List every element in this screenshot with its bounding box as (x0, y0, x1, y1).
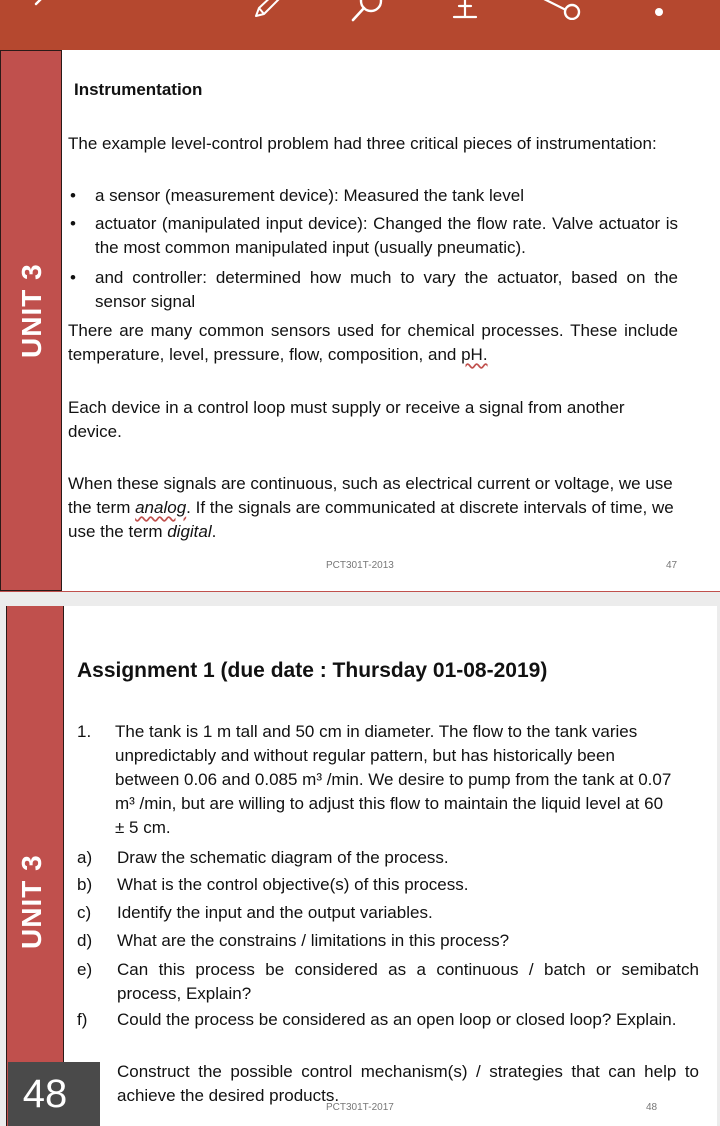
signals-text-a: When these signals are continuous, such as electrical current or voltage, we use the term (68, 474, 673, 517)
bullet-text: and controller: determined how much to vary the actuator, based on the sensor signal (95, 268, 678, 311)
signals-text-b: . If the signals are communicated at discrete intervals of time, we use the term (68, 498, 674, 541)
bullet-item (68, 184, 678, 208)
signals-text-c: . (211, 522, 217, 541)
sub-question (77, 929, 699, 953)
page-number-badge (8, 1062, 100, 1126)
sub-question-letter: d) (77, 931, 93, 950)
sub-question-letter: e) (77, 960, 93, 979)
intro-paragraph: The example level-control problem had three critical pieces of instrumentation: (68, 134, 657, 153)
question-text: The tank is 1 m tall and 50 cm in diameter. The flow to the tank varies unpredictably and without regular pattern, but has historically been between 0.06 and 0.085 m³ /min. We desire to pump from the tank at 0.07 m³ /min, but are willing to adjust this flow to maintain the liquid level at 60 ± 5 cm. (115, 722, 672, 837)
sub-question-text: Identify the input and the output variables. (117, 903, 433, 922)
bullet-dot: • (70, 214, 76, 233)
sub-question (77, 1008, 699, 1032)
bullet-text: a sensor (measurement device): Measured the tank level (95, 186, 524, 205)
bullet-text: actuator (manipulated input device): Changed the flow rate. Valve actuator is the most common manipulated input (usually pneumatic). (95, 214, 678, 257)
page-number: 48 (22, 1072, 68, 1116)
sub-question-letter: c) (77, 903, 92, 922)
bullet-dot: • (70, 268, 76, 287)
sub-question-text: What is the control objective(s) of this process. (117, 875, 469, 894)
footer-code: PCT301T-2013 (326, 560, 394, 571)
unit-sidebar (6, 606, 64, 1126)
analog-term: analog (135, 498, 187, 517)
pen-icon[interactable] (252, 0, 282, 20)
back-icon[interactable] (30, 0, 54, 14)
footer-page-number: 48 (646, 1102, 658, 1113)
sub-question-text: Construct the possible control mechanism(s) / strategies that can help to achieve the desired products. (117, 1062, 699, 1105)
ph-term: pH. (461, 345, 488, 364)
more-icon[interactable] (652, 0, 666, 20)
bullet-item (68, 212, 678, 260)
sub-question (77, 846, 699, 870)
top-toolbar (0, 0, 720, 50)
unit-sidebar (0, 50, 62, 591)
sub-question-letter: f) (77, 1010, 88, 1029)
sub-question-text: Could the process be considered as an open loop or closed loop? Explain. (117, 1010, 677, 1029)
text-cursor-icon[interactable] (450, 0, 480, 20)
bullet-item (68, 266, 678, 314)
signals-paragraph (68, 472, 678, 544)
sub-question-letter: a) (77, 848, 93, 867)
sub-question-text: What are the constrains / limitations in this process? (117, 931, 510, 950)
sub-question (77, 901, 699, 925)
search-icon[interactable] (350, 0, 384, 24)
slide-47 (0, 50, 720, 592)
digital-term: digital (167, 522, 212, 541)
sub-question-text: Draw the schematic diagram of the process. (117, 848, 449, 867)
sub-question (77, 873, 699, 897)
slide-48 (6, 606, 717, 1126)
device-paragraph: Each device in a control loop must supply or receive a signal from another device. (68, 398, 625, 441)
sub-question (77, 1060, 699, 1108)
sensors-text: There are many common sensors used for chemical processes. These include temperature, level, pressure, flow, composition, and (68, 321, 678, 364)
unit-label: UNIT 3 (16, 263, 47, 358)
sub-question (77, 958, 699, 1006)
sub-question-letter: b) (77, 875, 93, 894)
share-icon[interactable] (540, 0, 584, 20)
sensors-paragraph (68, 319, 678, 367)
footer-page-number: 47 (666, 560, 678, 571)
unit-label: UNIT 3 (16, 854, 47, 949)
assignment-title: Assignment 1 (due date : Thursday 01-08-2019) (77, 659, 548, 682)
slide-title: Instrumentation (74, 80, 203, 99)
question-number: 1. (77, 722, 92, 741)
question-1 (77, 720, 677, 840)
sub-question-text: Can this process be considered as a continuous / batch or semibatch process, Explain? (117, 960, 699, 1003)
footer-code: PCT301T-2017 (326, 1102, 394, 1113)
bullet-dot: • (70, 186, 76, 205)
